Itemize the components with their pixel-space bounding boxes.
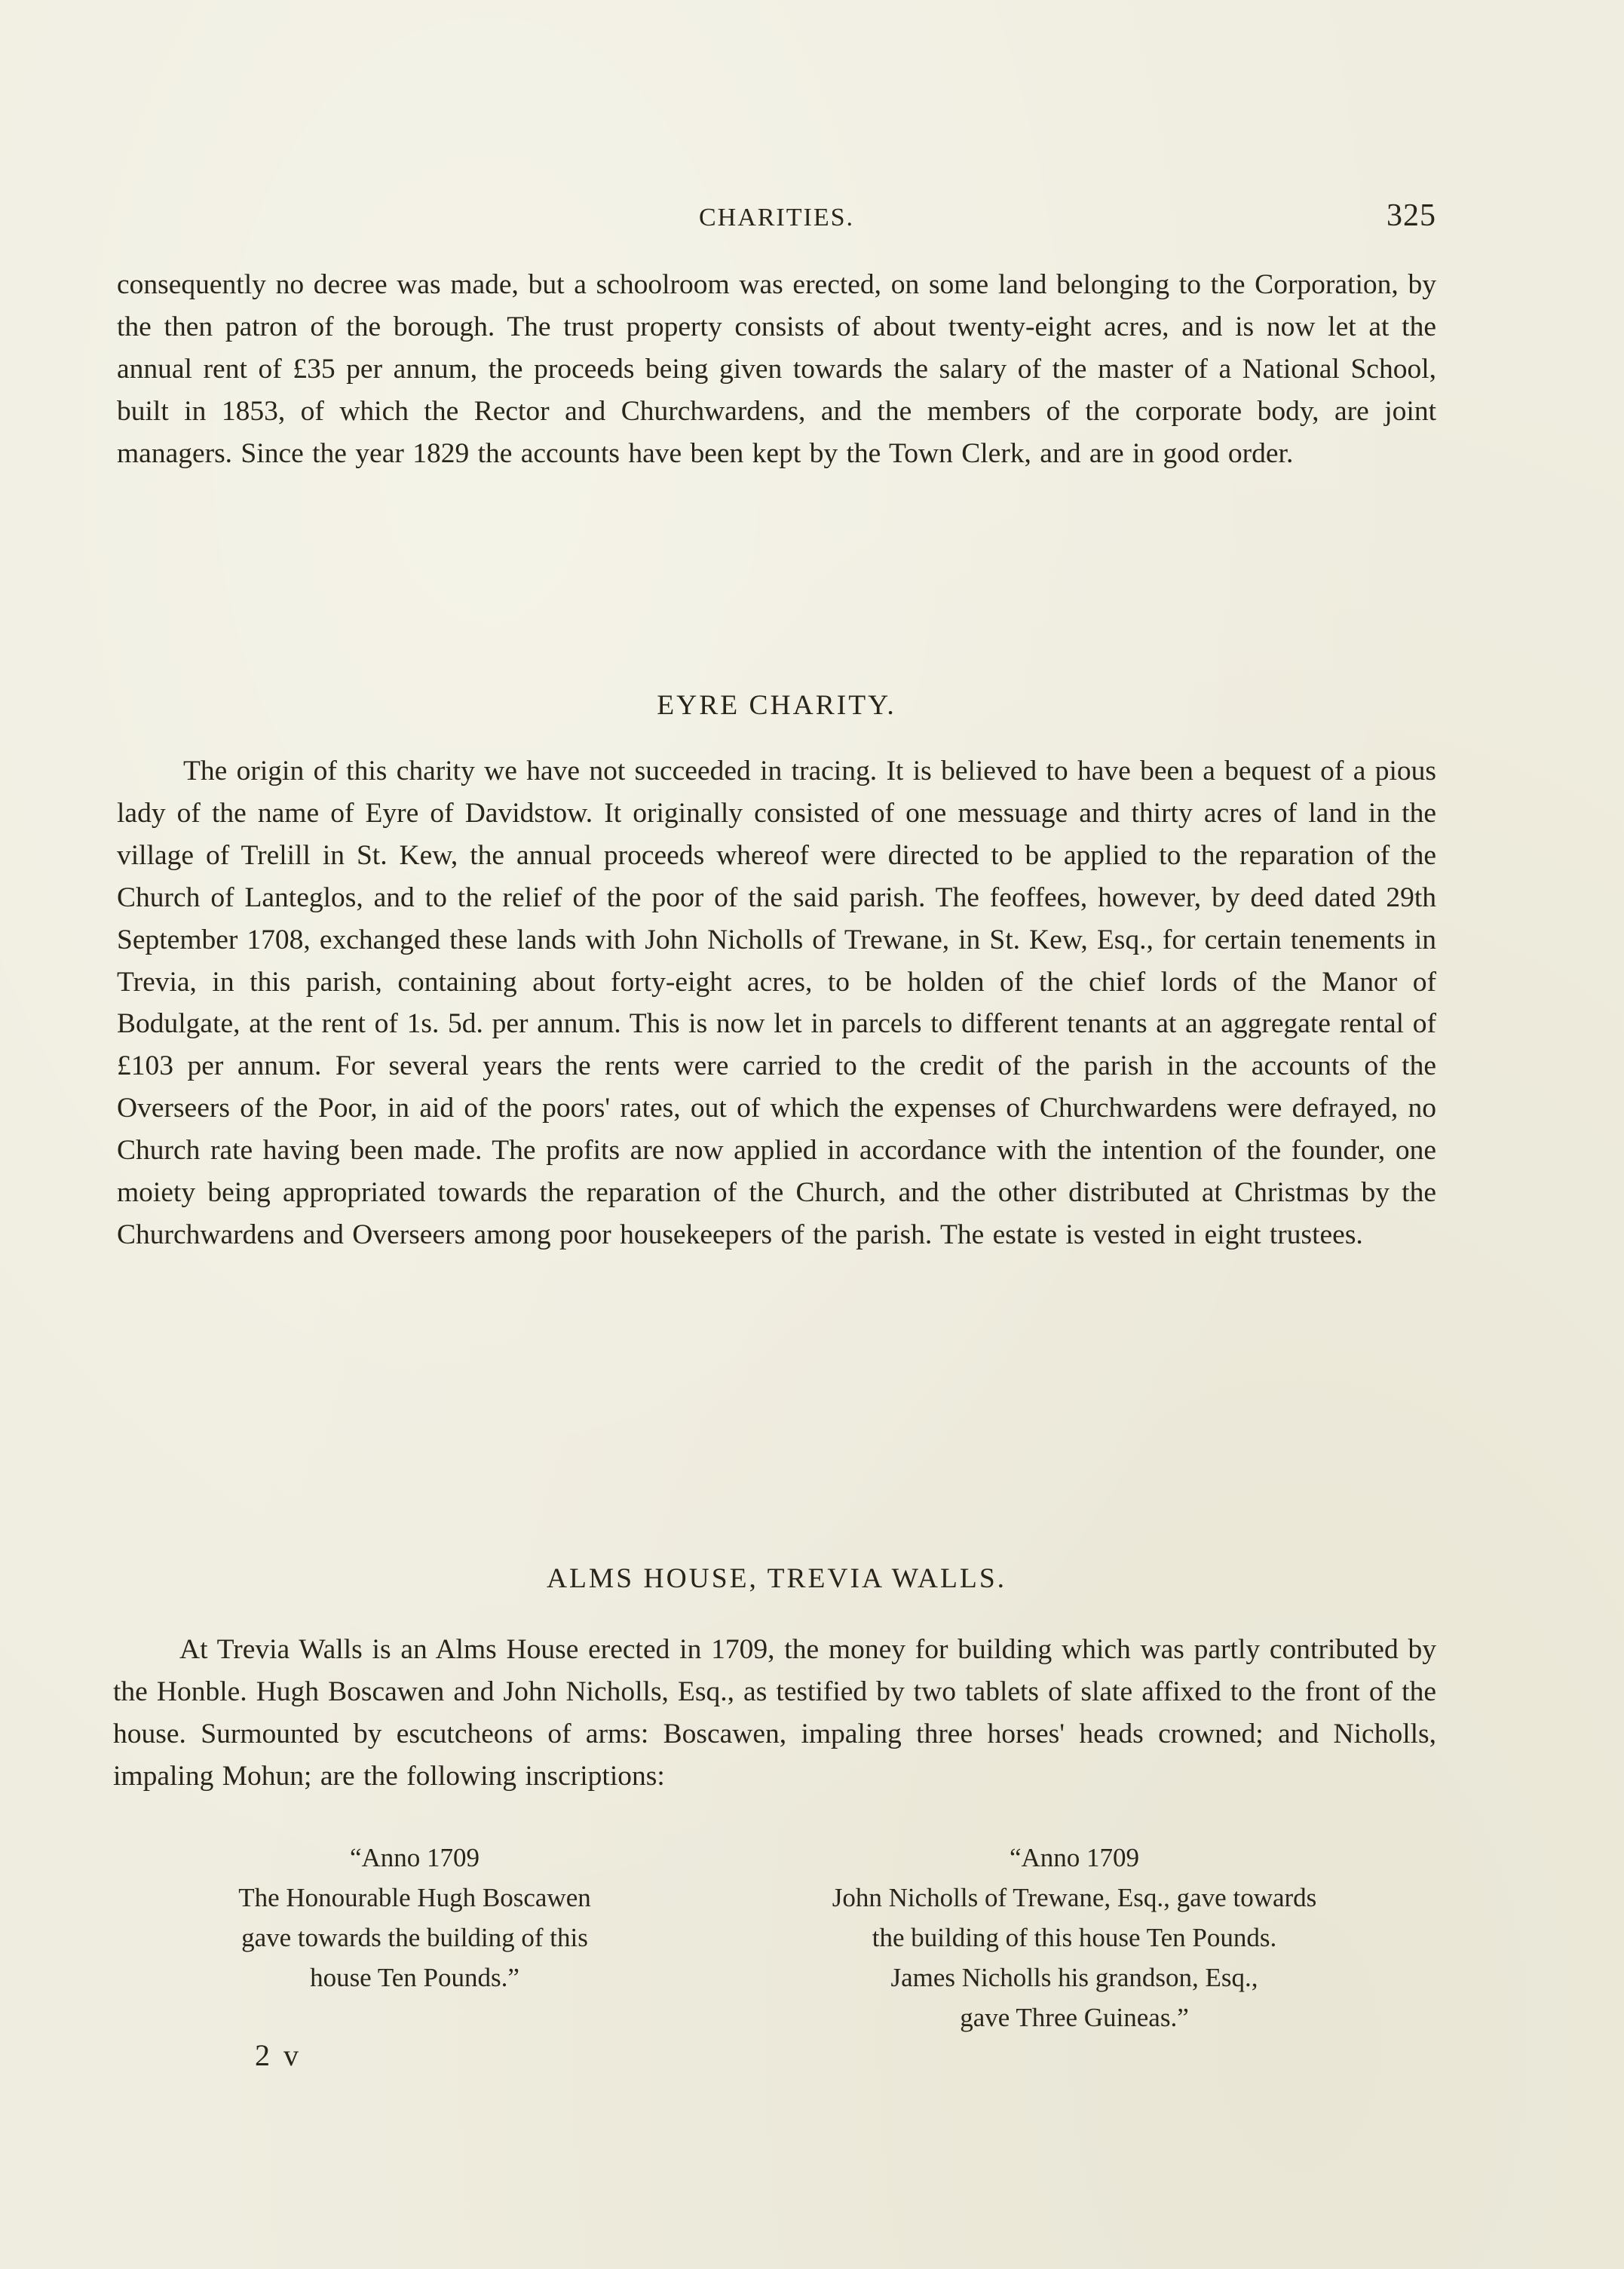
nicholls-inscription-line-4: James Nicholls his grandson, Esq.,	[890, 1963, 1258, 1992]
alms-paragraph-block	[113, 1629, 1436, 1798]
eyre-paragraph-block	[117, 750, 1436, 1256]
nicholls-inscription	[743, 1838, 1406, 2038]
boscawen-inscription-line-4: house Ten Pounds.”	[310, 1963, 519, 1992]
eyre-charity-heading: EYRE CHARITY.	[657, 690, 896, 721]
nicholls-inscription-line-5: gave Three Guineas.”	[960, 2003, 1189, 2032]
intro-paragraph-block	[117, 264, 1436, 475]
nicholls-inscription-line-2: John Nicholls of Trewane, Esq., gave towards	[832, 1883, 1317, 1912]
boscawen-inscription	[166, 1838, 663, 1998]
boscawen-inscription-line-3: gave towards the building of this	[241, 1923, 588, 1952]
nicholls-inscription-line-1: “Anno 1709	[1009, 1843, 1140, 1872]
running-title: CHARITIES.	[698, 204, 855, 231]
running-head	[117, 198, 1436, 235]
boscawen-inscription-line-2: The Honourable Hugh Boscawen	[238, 1883, 591, 1912]
signature-mark: 2 v	[255, 2038, 302, 2072]
eyre-paragraph: The origin of this charity we have not succeeded in tracing. It is believed to have been a bequest of a pious lady of the name of Eyre of Davidstow. It originally consisted of one messuage and thirty acres of land in the village of Trelill in St. Kew, the annual proceeds whereof were directed to be applied to the reparation of the Church of Lanteglos, and to the relief of the poor of the said parish. The feoffees, however, by deed dated 29th September 1708, exchanged these lands with John Nicholls of Trewane, in St. Kew, Esq., for certain tenements in Trevia, in this parish, containing about forty-eight acres, to be holden of the chief lords of the Manor of Bodulgate, at the rent of 1s. 5d. per annum. This is now let in parcels to different tenants at an aggregate rental of £103 per annum. For several years the rents were carried to the credit of the parish in the accounts of the Overseers of the Poor, in aid of the poors' rates, out of which the expenses of Churchwardens were defrayed, no Church rate having been made. The profits are now applied in accordance with the intention of the founder, one moiety being appropriated towards the reparation of the Church, and the other distributed at Christmas by the Churchwardens and Overseers among poor housekeepers of the parish. The estate is vested in eight trustees.	[117, 756, 1436, 1250]
alms-paragraph: At Trevia Walls is an Alms House erected in 1709, the money for building which was partly contributed by the Honble. Hugh Boscawen and John Nicholls, Esq., as testified by two tablets of slate affixed to the front of the house. Surmounted by escutcheons of arms: Boscawen, impaling three horses' heads crowned; and Nicholls, impaling Mohun; are the following inscriptions:	[113, 1634, 1436, 1792]
page-number: 325	[1387, 198, 1436, 233]
boscawen-inscription-line-1: “Anno 1709	[349, 1843, 480, 1872]
alms-house-heading: ALMS HOUSE, TREVIA WALLS.	[546, 1563, 1007, 1594]
intro-paragraph: consequently no decree was made, but a schoolroom was erected, on some land belonging to the Corporation, by the then patron of the borough. The trust property consists of about twenty-eight acres, and is now let at the annual rent of £35 per annum, the proceeds being given towards the salary of the master of a National School, built in 1853, of which the Rector and Churchwardens, and the members of the corporate body, are joint managers. Since the year 1829 the accounts have been kept by the Town Clerk, and are in good order.	[117, 269, 1436, 469]
nicholls-inscription-line-3: the building of this house Ten Pounds.	[872, 1923, 1277, 1952]
